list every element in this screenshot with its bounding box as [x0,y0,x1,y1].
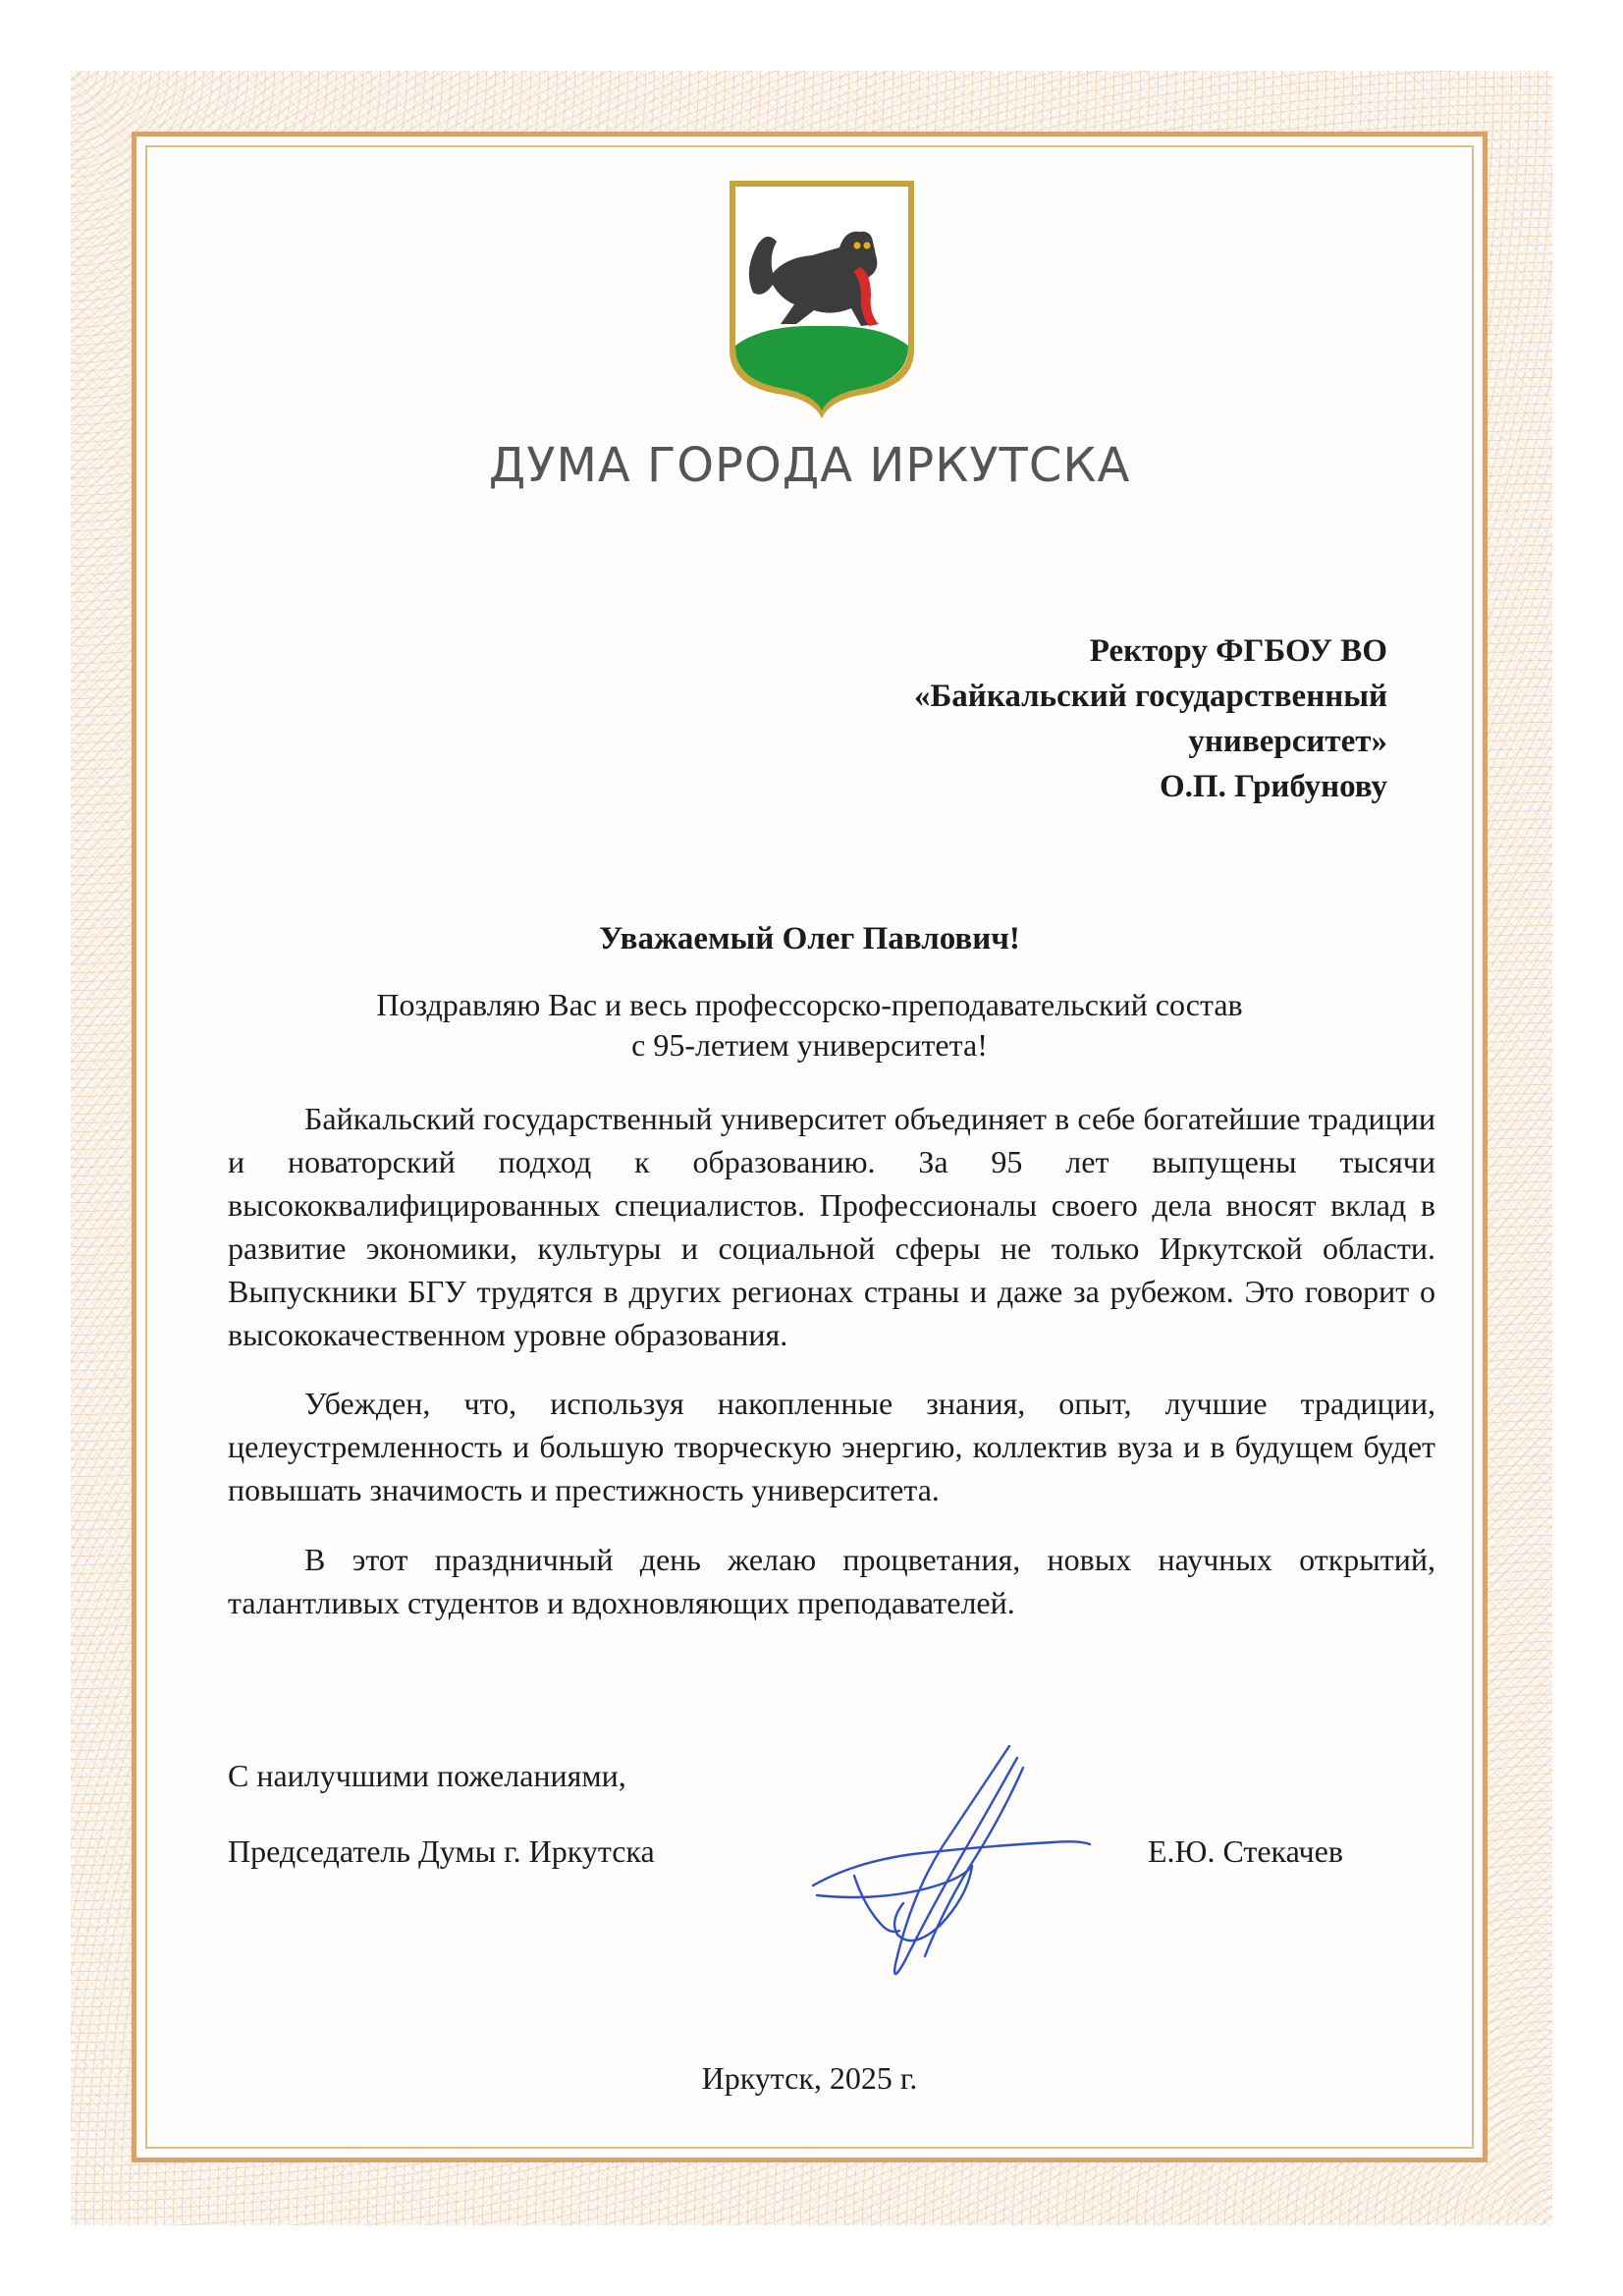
signer-name: Е.Ю. Стекачев [1148,1833,1343,1869]
signer-position: Председатель Думы г. Иркутска [228,1833,655,1869]
addressee-line: О.П. Грибунову [1160,769,1387,804]
body-paragraph: Байкальский государственный университет объединяет в себе богатейшие традиции и новаторский подход к образованию. За 95 лет выпущены тысячи высококвалифицированных специалистов. Профессионалы своего дела вносят вклад в развитие экономики, культуры и социальной сферы не только Иркутской области. Выпускники БГУ трудятся в других регионах страны и даже за рубежом. Это говорит о высококачественном уровне образования. [228,1101,1435,1352]
letter-body [147,147,1472,2147]
addressee-line: «Байкальский государственный [913,679,1387,714]
congratulation-line: с 95-летием университета! [631,1027,988,1063]
addressee-line: Ректору ФГБОУ ВО [1089,633,1387,669]
greeting: Уважаемый Олег Павлович! [599,921,1020,957]
addressee-line: университет» [1188,724,1387,759]
congratulation-line: Поздравляю Вас и весь профессорско-преподавательский состав [376,987,1243,1022]
place-date: Иркутск, 2025 г. [701,2060,918,2096]
body-paragraph: Убежден, что, используя накопленные знания, опыт, лучшие традиции, целеустремленность и большую творческую энергию, коллектив вуза и в будущем будет повышать значимость и престижность университета. [228,1386,1435,1507]
organization-title: ДУМА ГОРОДА ИРКУТСКА [488,438,1131,493]
addressee-block [914,629,1387,809]
closing-phrase: С наилучшими пожеланиями, [228,1758,626,1793]
coat-of-arms-icon [724,177,920,422]
body-paragraph: В этот праздничный день желаю процветания, новых научных открытий, талантливых студентов и вдохновляющих преподавателей. [228,1542,1435,1620]
signature-icon [795,1728,1100,1994]
congratulation [147,985,1472,1066]
